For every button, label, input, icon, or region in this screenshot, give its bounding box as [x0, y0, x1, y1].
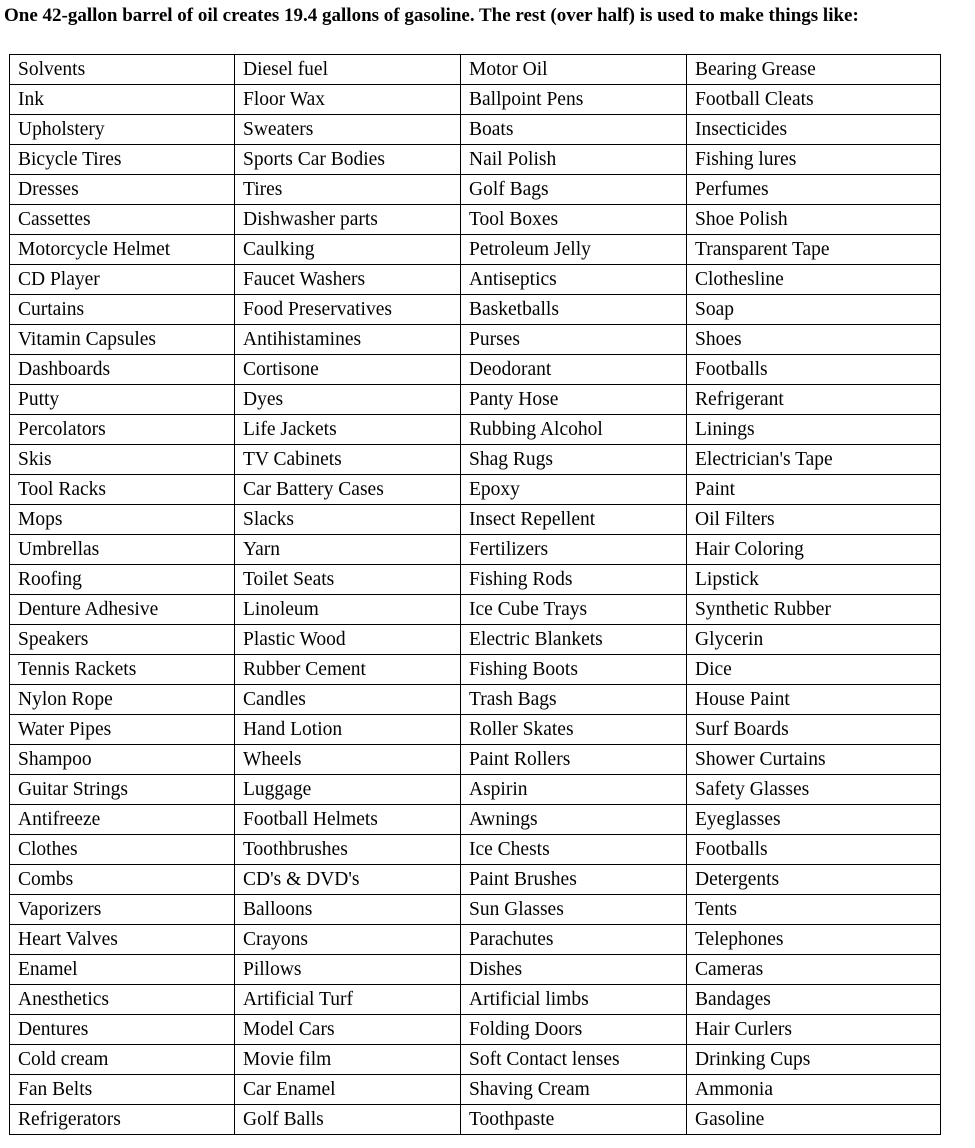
table-row: [10, 475, 941, 505]
table-cell: Slacks: [235, 505, 461, 535]
table-row: [10, 865, 941, 895]
table-cell: CD Player: [10, 265, 235, 295]
table-cell: Footballs: [687, 355, 941, 385]
table-cell: Bicycle Tires: [10, 145, 235, 175]
table-cell: Soap: [687, 295, 941, 325]
table-cell: Pillows: [235, 955, 461, 985]
table-cell: Panty Hose: [461, 385, 687, 415]
table-cell: Faucet Washers: [235, 265, 461, 295]
table-row: [10, 85, 941, 115]
table-row: [10, 805, 941, 835]
table-cell: House Paint: [687, 685, 941, 715]
table-cell: Antifreeze: [10, 805, 235, 835]
table-cell: Shag Rugs: [461, 445, 687, 475]
table-cell: Sun Glasses: [461, 895, 687, 925]
table-row: [10, 715, 941, 745]
oil-products-table-body: [10, 55, 941, 1135]
table-cell: Hair Coloring: [687, 535, 941, 565]
table-cell: Anesthetics: [10, 985, 235, 1015]
table-cell: Toothpaste: [461, 1105, 687, 1135]
table-cell: Folding Doors: [461, 1015, 687, 1045]
table-cell: Synthetic Rubber: [687, 595, 941, 625]
table-row: [10, 595, 941, 625]
table-cell: Paint Rollers: [461, 745, 687, 775]
table-cell: Soft Contact lenses: [461, 1045, 687, 1075]
table-cell: Toilet Seats: [235, 565, 461, 595]
table-cell: Candles: [235, 685, 461, 715]
table-cell: Nylon Rope: [10, 685, 235, 715]
table-cell: Aspirin: [461, 775, 687, 805]
table-cell: Shower Curtains: [687, 745, 941, 775]
table-cell: Detergents: [687, 865, 941, 895]
table-cell: Surf Boards: [687, 715, 941, 745]
table-cell: Hair Curlers: [687, 1015, 941, 1045]
table-cell: Tool Boxes: [461, 205, 687, 235]
table-cell: Denture Adhesive: [10, 595, 235, 625]
table-cell: Tires: [235, 175, 461, 205]
table-cell: Awnings: [461, 805, 687, 835]
table-cell: Ammonia: [687, 1075, 941, 1105]
table-cell: Hand Lotion: [235, 715, 461, 745]
table-cell: Cortisone: [235, 355, 461, 385]
table-cell: Deodorant: [461, 355, 687, 385]
table-row: [10, 565, 941, 595]
table-row: [10, 205, 941, 235]
table-cell: Car Enamel: [235, 1075, 461, 1105]
table-row: [10, 295, 941, 325]
table-row: [10, 535, 941, 565]
table-cell: Ice Cube Trays: [461, 595, 687, 625]
table-cell: Dishwasher parts: [235, 205, 461, 235]
table-cell: Gasoline: [687, 1105, 941, 1135]
table-cell: Mops: [10, 505, 235, 535]
table-cell: Paint: [687, 475, 941, 505]
table-cell: Water Pipes: [10, 715, 235, 745]
table-row: [10, 325, 941, 355]
table-cell: Combs: [10, 865, 235, 895]
table-cell: Vitamin Capsules: [10, 325, 235, 355]
table-cell: Sports Car Bodies: [235, 145, 461, 175]
table-cell: Linings: [687, 415, 941, 445]
table-cell: Fishing Rods: [461, 565, 687, 595]
table-cell: Guitar Strings: [10, 775, 235, 805]
table-cell: Yarn: [235, 535, 461, 565]
table-row: [10, 145, 941, 175]
table-cell: Motor Oil: [461, 55, 687, 85]
table-row: [10, 415, 941, 445]
table-cell: Drinking Cups: [687, 1045, 941, 1075]
table-cell: Dyes: [235, 385, 461, 415]
table-cell: Cassettes: [10, 205, 235, 235]
table-row: [10, 355, 941, 385]
table-row: [10, 385, 941, 415]
table-cell: Fan Belts: [10, 1075, 235, 1105]
table-cell: Speakers: [10, 625, 235, 655]
table-cell: Safety Glasses: [687, 775, 941, 805]
table-cell: Basketballs: [461, 295, 687, 325]
table-row: [10, 655, 941, 685]
table-row: [10, 955, 941, 985]
table-cell: Golf Balls: [235, 1105, 461, 1135]
table-cell: Dishes: [461, 955, 687, 985]
table-cell: Fishing Boots: [461, 655, 687, 685]
table-cell: Enamel: [10, 955, 235, 985]
table-cell: Epoxy: [461, 475, 687, 505]
table-row: [10, 775, 941, 805]
table-cell: Percolators: [10, 415, 235, 445]
table-cell: Movie film: [235, 1045, 461, 1075]
table-cell: Insect Repellent: [461, 505, 687, 535]
table-cell: Putty: [10, 385, 235, 415]
table-cell: Shoe Polish: [687, 205, 941, 235]
table-cell: Lipstick: [687, 565, 941, 595]
table-row: [10, 925, 941, 955]
table-cell: Nail Polish: [461, 145, 687, 175]
table-cell: Trash Bags: [461, 685, 687, 715]
table-cell: Skis: [10, 445, 235, 475]
table-row: [10, 985, 941, 1015]
table-row: [10, 175, 941, 205]
table-cell: Floor Wax: [235, 85, 461, 115]
table-row: [10, 55, 941, 85]
table-cell: Linoleum: [235, 595, 461, 625]
table-cell: Rubbing Alcohol: [461, 415, 687, 445]
table-cell: Paint Brushes: [461, 865, 687, 895]
table-cell: Clothes: [10, 835, 235, 865]
table-cell: Plastic Wood: [235, 625, 461, 655]
table-cell: Ink: [10, 85, 235, 115]
table-cell: Fertilizers: [461, 535, 687, 565]
table-cell: Curtains: [10, 295, 235, 325]
table-cell: Sweaters: [235, 115, 461, 145]
table-cell: Ice Chests: [461, 835, 687, 865]
table-cell: Shampoo: [10, 745, 235, 775]
table-cell: Clothesline: [687, 265, 941, 295]
table-cell: Dashboards: [10, 355, 235, 385]
table-cell: Telephones: [687, 925, 941, 955]
table-cell: Wheels: [235, 745, 461, 775]
table-cell: Shoes: [687, 325, 941, 355]
table-row: [10, 685, 941, 715]
table-cell: Oil Filters: [687, 505, 941, 535]
table-cell: Life Jackets: [235, 415, 461, 445]
table-cell: Umbrellas: [10, 535, 235, 565]
table-cell: Glycerin: [687, 625, 941, 655]
table-cell: Food Preservatives: [235, 295, 461, 325]
table-cell: Bearing Grease: [687, 55, 941, 85]
table-cell: Luggage: [235, 775, 461, 805]
table-cell: Caulking: [235, 235, 461, 265]
table-row: [10, 505, 941, 535]
table-cell: Refrigerators: [10, 1105, 235, 1135]
table-row: [10, 1045, 941, 1075]
oil-products-table: [9, 54, 941, 1135]
table-cell: Upholstery: [10, 115, 235, 145]
table-cell: Solvents: [10, 55, 235, 85]
table-row: [10, 895, 941, 925]
table-cell: Dice: [687, 655, 941, 685]
table-cell: Electrician's Tape: [687, 445, 941, 475]
table-row: [10, 1075, 941, 1105]
table-row: [10, 835, 941, 865]
table-row: [10, 1105, 941, 1135]
table-cell: Dresses: [10, 175, 235, 205]
table-cell: Football Cleats: [687, 85, 941, 115]
table-cell: Heart Valves: [10, 925, 235, 955]
table-cell: Insecticides: [687, 115, 941, 145]
table-row: [10, 235, 941, 265]
table-cell: Shaving Cream: [461, 1075, 687, 1105]
table-cell: Vaporizers: [10, 895, 235, 925]
table-cell: Tents: [687, 895, 941, 925]
page-heading: One 42-gallon barrel of oil creates 19.4 gallons of gasoline. The rest (over half) is used to make things like:: [4, 5, 859, 26]
table-cell: Petroleum Jelly: [461, 235, 687, 265]
table-cell: Car Battery Cases: [235, 475, 461, 505]
table-cell: Cameras: [687, 955, 941, 985]
table-cell: Cold cream: [10, 1045, 235, 1075]
table-cell: Model Cars: [235, 1015, 461, 1045]
table-cell: Toothbrushes: [235, 835, 461, 865]
table-cell: Roofing: [10, 565, 235, 595]
table-cell: Tennis Rackets: [10, 655, 235, 685]
table-cell: Golf Bags: [461, 175, 687, 205]
table-cell: Transparent Tape: [687, 235, 941, 265]
table-cell: Football Helmets: [235, 805, 461, 835]
table-cell: Purses: [461, 325, 687, 355]
table-row: [10, 1015, 941, 1045]
table-cell: Motorcycle Helmet: [10, 235, 235, 265]
table-row: [10, 115, 941, 145]
table-cell: Refrigerant: [687, 385, 941, 415]
table-cell: Balloons: [235, 895, 461, 925]
table-row: [10, 625, 941, 655]
table-cell: Tool Racks: [10, 475, 235, 505]
table-cell: Eyeglasses: [687, 805, 941, 835]
table-cell: Footballs: [687, 835, 941, 865]
table-cell: Crayons: [235, 925, 461, 955]
table-cell: Perfumes: [687, 175, 941, 205]
table-cell: CD's & DVD's: [235, 865, 461, 895]
table-cell: Artificial limbs: [461, 985, 687, 1015]
table-cell: Artificial Turf: [235, 985, 461, 1015]
table-cell: TV Cabinets: [235, 445, 461, 475]
table-cell: Diesel fuel: [235, 55, 461, 85]
table-cell: Fishing lures: [687, 145, 941, 175]
table-cell: Bandages: [687, 985, 941, 1015]
table-cell: Rubber Cement: [235, 655, 461, 685]
table-cell: Parachutes: [461, 925, 687, 955]
table-row: [10, 745, 941, 775]
table-cell: Ballpoint Pens: [461, 85, 687, 115]
table-cell: Boats: [461, 115, 687, 145]
table-cell: Roller Skates: [461, 715, 687, 745]
table-cell: Dentures: [10, 1015, 235, 1045]
table-row: [10, 445, 941, 475]
table-cell: Electric Blankets: [461, 625, 687, 655]
table-row: [10, 265, 941, 295]
table-cell: Antihistamines: [235, 325, 461, 355]
table-cell: Antiseptics: [461, 265, 687, 295]
